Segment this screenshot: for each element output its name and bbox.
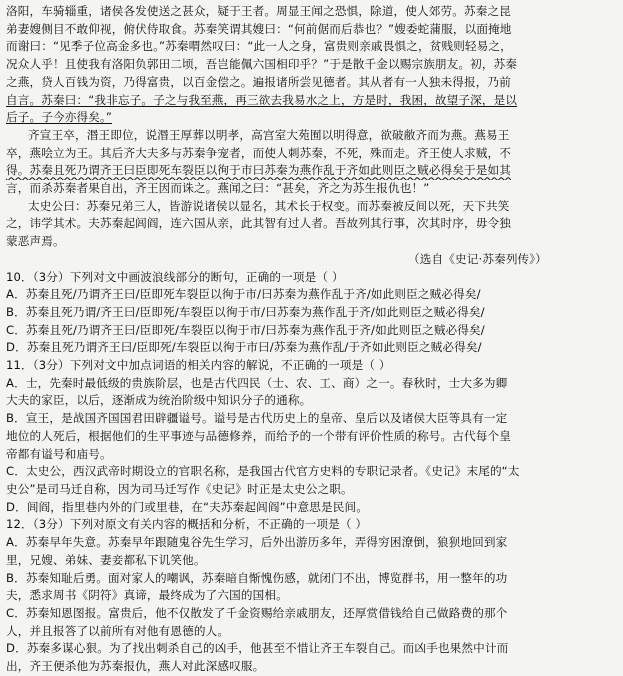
option-c-cont: 史公”是司马迁自称，因为司马迁写作《史记》时正是太史公之职。	[6, 481, 353, 496]
underlined-text-line: 后子。子今亦得矣。”	[6, 110, 113, 125]
source-citation: （选自《史记·苏秦列传》）	[408, 251, 547, 266]
text-line: 况众人乎！且使我有洛阳负郭田二顷，吾岂能佩六国相印乎？”于是散千金以赐宗族朋友。初，苏秦	[6, 57, 518, 72]
option-d: D．苏秦多谋心狠。为了找出刺杀自己的凶手，他甚至不惜让齐王车裂自己。而凶手也果然中计而	[6, 641, 509, 656]
text-line: 而谢曰：“见季子位高金多也。”苏秦喟然叹曰：“此一人之身，富贵则亲戚畏惧之，贫贱则轻易之，	[6, 39, 512, 54]
option-c: C．苏秦且死/乃谓齐王曰/臣即死/车裂臣以徇于市/曰苏秦为燕作乱于齐/如此则臣之贼必得矣/	[6, 322, 485, 337]
text-line: 弟妻嫂侧目不敢仰视，俯伏侍取食。苏秦笑谓其嫂曰：“何前倨而后恭也？”嫂委蛇蒲服，以面掩地	[6, 21, 512, 36]
question-12	[6, 516, 617, 675]
text-line: 之，讳学其术。夫苏秦起闾阎，连六国从亲，此其智有过人者。吾故列其行事，次其时序，毋令独	[6, 216, 511, 231]
option-a: A．苏秦且死/乃谓齐王曰/臣即死车裂臣以徇于市/曰苏秦为燕作乱于齐/如此则臣之贼必得矣/	[6, 287, 481, 302]
option-c: C．苏秦知恩图报。富贵后，他不仅散发了千金资赐给亲戚朋友，还厚赏借钱给自己做路费的那个	[6, 605, 508, 620]
question-stem: 12．（3分）下列对原文有关内容的概括和分析，不正确的一项是（ ）	[6, 517, 368, 532]
text-line: 洛阳，车骑辎重，诸侯各发使送之甚众，疑于王者。周显王闻之恐惧，除道，使人郊劳。苏秦之昆	[6, 4, 511, 18]
option-a-cont: 里，兄嫂、弟妹、妻妾都私下讥笑他。	[6, 552, 206, 567]
question-stem: 11．（3分）下列对文中加点词语的相关内容的解说，不正确的一项是（ ）	[6, 358, 391, 373]
option-b: B．苏秦且死乃谓/齐王曰/臣即死/车裂臣以徇于市/曰苏秦为燕作乱于齐/如此则臣之贼必得矣/	[6, 304, 485, 319]
option-b: B．宣王，是战国齐国国君田辟疆谥号。谥号是古代历史上的皇帝、皇后以及诸侯大臣等具有一定	[6, 411, 508, 426]
passage-paragraph-1	[6, 3, 617, 127]
option-d-cont: 出，齐王便杀他为苏秦报仇，燕人对此深感叹服。	[6, 659, 265, 674]
option-d: D．闾阎，指里巷内外的门或里巷，在“夫苏秦起闾阎”中意思是民间。	[6, 499, 368, 514]
text-line: 齐宣王卒，湣王即位，说湣王厚葬以明孝，高宫室大苑囿以明得意，欲破敝齐而为燕。燕易王	[28, 127, 510, 142]
text-line: 卒，燕哙立为王。其后齐大夫多与苏秦争宠者，而使人刺苏秦，不死，殊而走。齐王使人求贼，不	[6, 145, 511, 160]
passage-paragraph-3	[6, 198, 617, 251]
option-a: A．苏秦早年失意。苏秦早年跟随鬼谷先生学习，后外出游历多年，弄得穷困潦倒，狼狈地回到家	[6, 535, 508, 550]
text-line: 言，而杀苏秦者果自出，齐王因而诛之。燕闻之曰：“甚矣，齐之为苏生报仇也！”	[6, 181, 430, 196]
option-b-cont: 夫，悉求周书《阴符》真谛，最终成为了六国的国相。	[6, 588, 288, 603]
question-10	[6, 269, 617, 358]
option-d: D．苏秦且死乃谓齐王曰/臣即死/车裂臣以徇于市曰/苏秦为燕作乱/于齐如此则臣之贼必得矣/	[6, 340, 482, 355]
option-a: A．士，先秦时最低级的贵族阶层，也是古代四民（士、农、工、商）之一。春秋时，士大多为卿	[6, 375, 508, 390]
option-b-cont: 帝都有谥号和庙号。	[6, 446, 112, 461]
option-c-cont: 人，并且报答了以前所有对他有恩德的人。	[6, 623, 230, 638]
text-line: 太史公曰：苏秦兄弟三人，皆游说诸侯以显名，其术长于权变。而苏秦被反间以死，天下共笑	[28, 198, 510, 213]
text-line: 之燕，贷人百钱为资，乃得富贵，以百金偿之。遍报诸所尝见德者。其从者有一人独未得报，乃前	[6, 74, 511, 89]
question-11	[6, 357, 617, 516]
text-line: 蒙恶声焉。	[6, 234, 65, 249]
option-b-cont: 地位的人死后，根据他们的生平事迹与品德修养，而给予的一个带有评价性质的称号。古代每个皇	[6, 428, 511, 443]
underlined-text-line: 自言。苏秦曰：“我非忘子。子之与我至燕，再三欲去我易水之上，方是时，我困，故望子深，是以	[6, 92, 518, 107]
question-stem: 10．（3分）下列对文中画波浪线部分的断句，正确的一项是（ ）	[6, 269, 344, 284]
option-b: B．苏秦知耻后勇。面对家人的嘲讽，苏秦暗自惭愧伤感，就闭门不出，博览群书，用一整年的功	[6, 570, 508, 585]
wavy-underlined-line: 得。苏秦且死乃谓齐王曰臣即死车裂臣以徇于市曰苏秦为燕作乱于齐如此则臣之贼必得矣于是如其	[6, 163, 511, 178]
option-a-cont: 大夫的家臣，以后，逐渐成为统治阶级中知识分子的通称。	[6, 393, 312, 408]
passage-paragraph-2	[6, 127, 617, 198]
option-c: C．太史公，西汉武帝时期设立的官职名称，是我国古代官方史料的专职记录者。《史记》末尾的“太	[6, 464, 520, 479]
